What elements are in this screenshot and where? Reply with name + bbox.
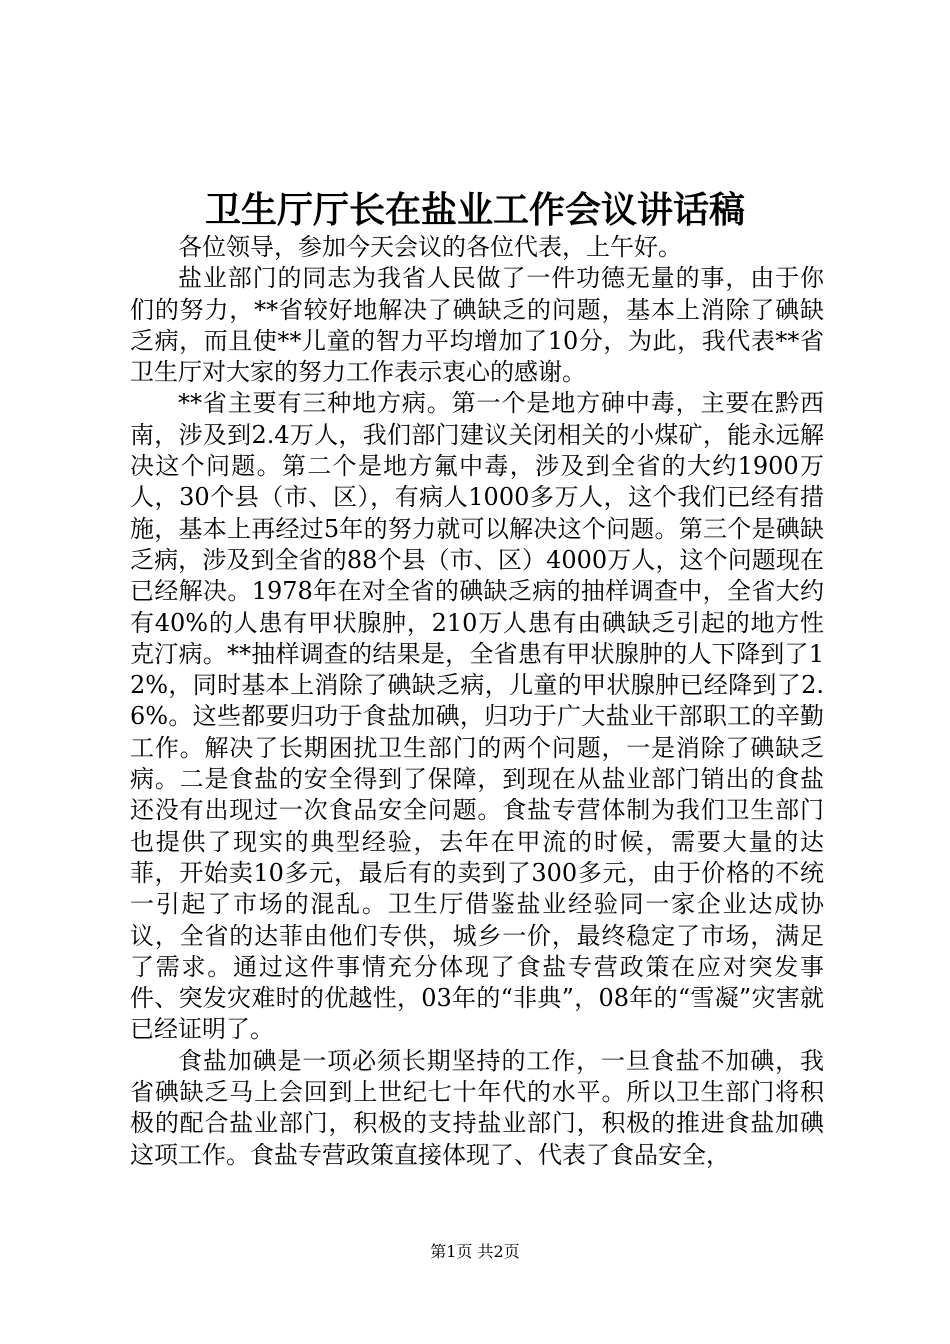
- document-title: 卫生厅厅长在盐业工作会议讲话稿: [204, 189, 745, 231]
- paragraph-salt-iodization: 食盐加碘是一项必须长期坚持的工作，一旦食盐不加碘，我省碘缺乏马上会回到上世纪七十年代的水平。所以卫生部门将积极的配合盐业部门，积极的支持盐业部门，积极的推进食盐加碘这项工作。食盐专营政策直接体现了、代表了食品安全，: [130, 1046, 824, 1169]
- paragraph-thanks: 盐业部门的同志为我省人民做了一件功德无量的事，由于你们的努力，**省较好地解决了碘缺乏的问题，基本上消除了碘缺乏病，而且使**儿童的智力平均增加了10分，为此，我代表**省卫生厅对大家的努力工作表示衷心的感谢。: [130, 264, 824, 387]
- paragraph-endemic-diseases: **省主要有三种地方病。第一个是地方砷中毒，主要在黔西南，涉及到2.4万人，我们部门建议关闭相关的小煤矿，能永远解决这个问题。第二个是地方氟中毒，涉及到全省的大约1900万人，30个县（市、区），有病人1000多万人，这个我们已经有措施，基本上再经过5年的努力就可以解决这个问题。第三个是碘缺乏病，涉及到全省的88个县（市、区）4000万人，这个问题现在已经解决。1978年在对全省的碘缺乏病的抽样调查中，全省大约有40%的人患有甲状腺肿，210万人患有由碘缺乏引起的地方性克汀病。**抽样调查的结果是，全省患有甲状腺肿的人下降到了12%，同时基本上消除了碘缺乏病，儿童的甲状腺肿已经降到了2.6%。这些都要归功于食盐加碘，归功于广大盐业干部职工的辛勤工作。解决了长期困扰卫生部门的两个问题，一是消除了碘缺乏病。二是食盐的安全得到了保障，到现在从盐业部门销出的食盐还没有出现过一次食品安全问题。食盐专营体制为我们卫生部门也提供了现实的典型经验，去年在甲流的时候，需要大量的达菲，开始卖10多元，最后有的卖到了300多元，由于价格的不统一引起了市场的混乱。卫生厅借鉴盐业经验同一家企业达成协议，全省的达菲由他们专供，城乡一价，最终稳定了市场，满足了需求。通过这件事情充分体现了食盐专营政策在应对突发事件、突发灾难时的优越性，03年的“非典”，08年的“雪凝”灾害就已经证明了。: [130, 389, 824, 1044]
- document-body: [130, 232, 824, 1171]
- paragraph-greeting: 各位领导，参加今天会议的各位代表，上午好。: [178, 233, 682, 261]
- page-number-footer: 第1页 共2页: [430, 1242, 520, 1261]
